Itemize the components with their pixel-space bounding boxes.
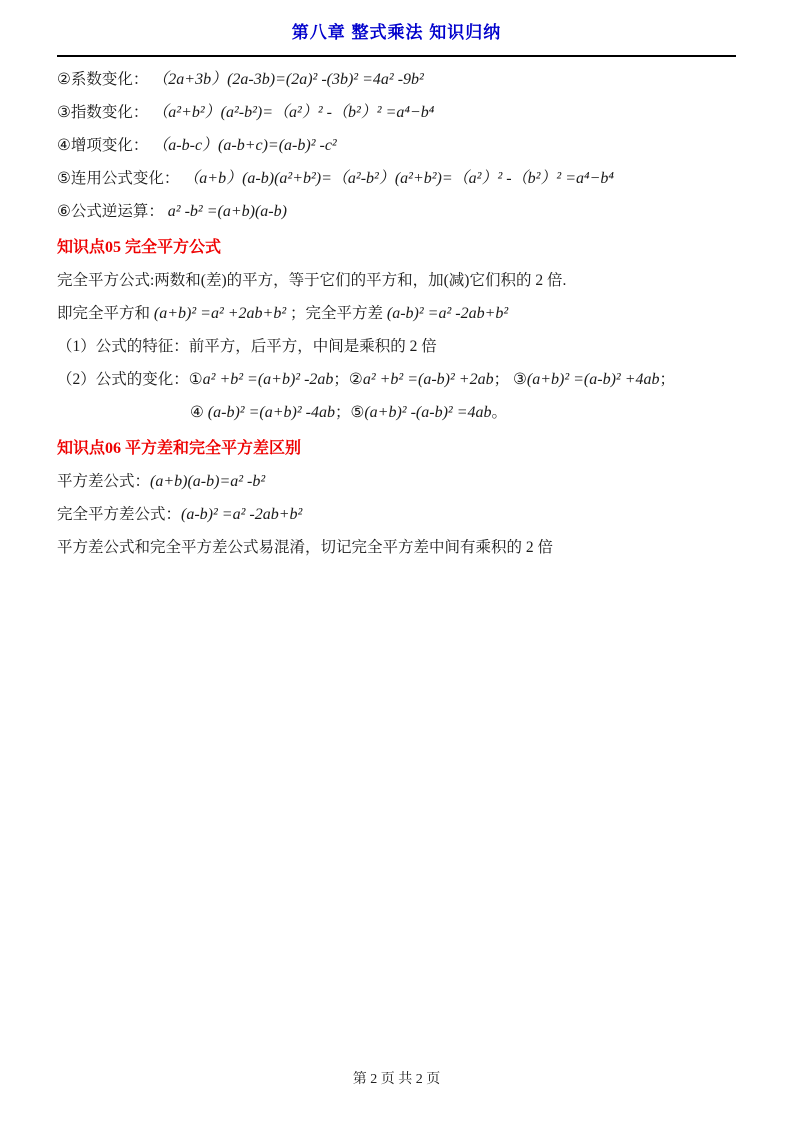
- content-line: [57, 135, 736, 156]
- math-run: a² -b² =(a+b)(a-b): [167, 203, 287, 220]
- content-line: [57, 102, 736, 123]
- text-run: ；: [659, 371, 676, 388]
- math-run: (a+b)² -(a-b)² =4ab: [364, 404, 492, 421]
- content-line: [57, 303, 736, 324]
- title-divider: [57, 55, 736, 57]
- content-line: [57, 471, 736, 492]
- section-heading: [57, 237, 736, 258]
- math-run: (a+b)² =(a-b)² +4ab: [526, 371, 660, 388]
- text-run: ； ③: [493, 371, 527, 388]
- math-run: (a+b)(a-b)=a² -b²: [150, 473, 266, 490]
- text-run: 完全平方差公式：: [57, 506, 182, 523]
- content-line: [57, 504, 736, 525]
- math-run: (a-b)² =(a+b)² -4ab: [207, 404, 335, 421]
- content-line: [57, 336, 736, 357]
- math-run: （a+b）(a-b)(a²+b²)=（a²-b²）(a²+b²)=（a²）² -（b²）² =a⁴−b⁴: [183, 170, 614, 187]
- text-run: 。: [491, 404, 508, 421]
- text-run: ②系数变化：: [57, 71, 153, 88]
- text-run: ；②: [333, 371, 363, 388]
- section-heading: [57, 438, 736, 459]
- text-run: 知识点06 平方差和完全平方差区别: [57, 440, 302, 457]
- text-run: ③指数变化：: [57, 104, 153, 121]
- text-run: ⑤连用公式变化：: [57, 170, 184, 187]
- text-run: ⑥公式逆运算：: [57, 203, 168, 220]
- math-run: （a-b-c）(a-b+c)=(a-b)² -c²: [152, 137, 337, 154]
- text-run: ④: [190, 404, 208, 421]
- math-run: （2a+3b）(2a-3b)=(2a)² -(3b)² =4a² -9b²: [152, 71, 424, 88]
- text-run: ；⑤: [334, 404, 365, 421]
- math-run: a² +b² =(a-b)² +2ab: [362, 371, 494, 388]
- text-run: 平方差公式：: [57, 473, 151, 490]
- content-line: [57, 369, 736, 390]
- text-run: ④增项变化：: [57, 137, 153, 154]
- page-number: 第 2 页 共 2 页: [352, 1072, 441, 1087]
- content-line: [57, 168, 736, 189]
- document-body: [57, 69, 736, 558]
- text-run: 平方差公式和完全平方差公式易混淆，切记完全平方差中间有乘积的 2 倍: [57, 539, 554, 556]
- math-run: a² +b² =(a+b)² -2ab: [202, 371, 334, 388]
- page-title: 第八章 整式乘法 知识归纳: [291, 23, 502, 42]
- content-line: [57, 402, 736, 423]
- content-line: [57, 201, 736, 222]
- content-line: [57, 69, 736, 90]
- math-run: （a²+b²）(a²-b²)=（a²）² -（b²）² =a⁴−b⁴: [152, 104, 435, 121]
- text-run: ；完全平方差: [286, 305, 387, 322]
- math-run: (a-b)² =a² -2ab+b²: [386, 305, 509, 322]
- text-run: 完全平方公式:两数和(差)的平方，等于它们的平方和，加(减)它们积的 2 倍.: [57, 272, 567, 289]
- content-line: [57, 537, 736, 558]
- text-run: （1）公式的特征：前平方，后平方，中间是乘积的 2 倍: [57, 338, 437, 355]
- math-run: (a+b)² =a² +2ab+b²: [153, 305, 287, 322]
- text-run: （2）公式的变化：①: [57, 371, 203, 388]
- math-run: (a-b)² =a² -2ab+b²: [181, 506, 303, 523]
- content-line: [57, 270, 736, 291]
- text-run: 即完全平方和: [57, 305, 154, 322]
- text-run: 知识点05 完全平方公式: [57, 239, 222, 256]
